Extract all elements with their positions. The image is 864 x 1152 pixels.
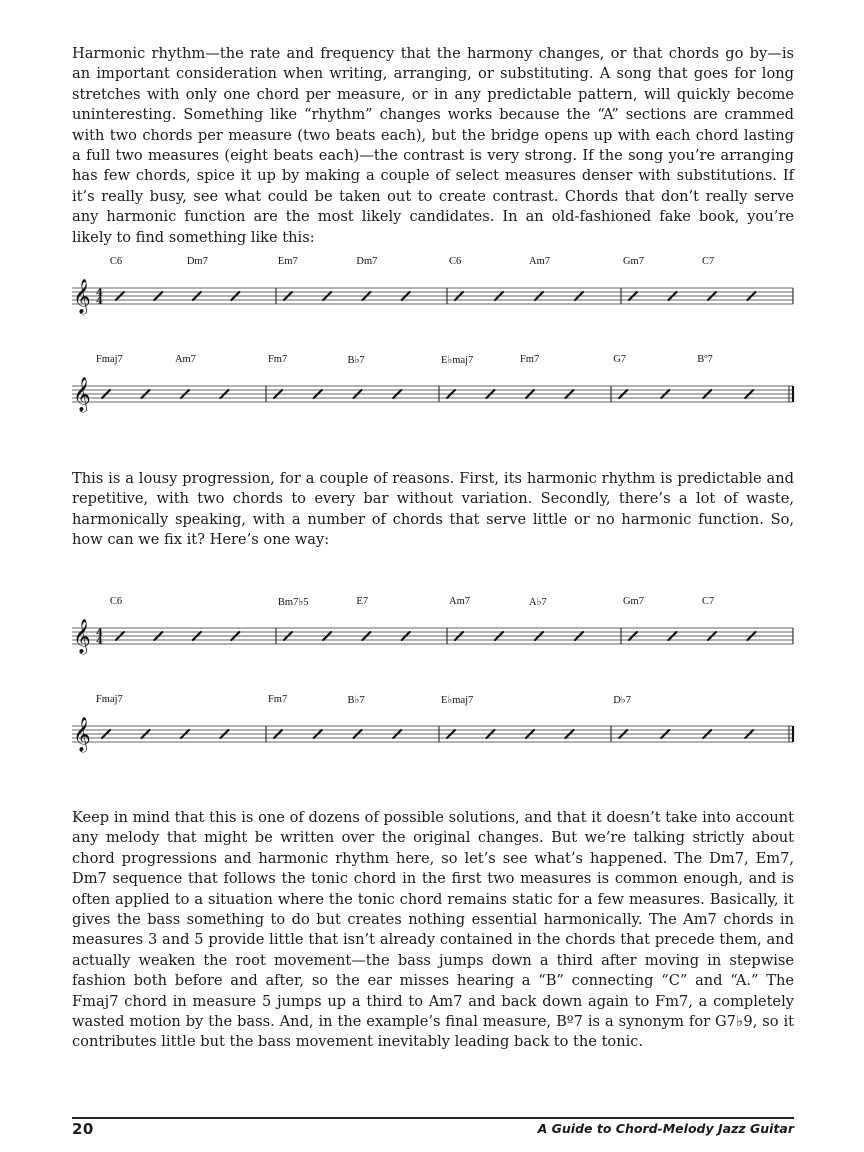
chord-symbol: C6: [109, 256, 123, 267]
chord-symbol: A♭7: [529, 597, 547, 608]
closing-paragraph: Keep in mind that this is one of dozens of possible solutions, and that it doesn’t take into account any melody that might be written over the original changes. But we’re talking strictly about chord progressions and harmonic rhythm here, so let’s see what’s happened. The Dm7, Em7, Dm7 sequence that follows the tonic chord in the first two measures is common enough, and is often applied to a situation where the tonic chord remains static for a few measures. Basically, it gives the bass something to do but creates nothing essential harmonically. The Am7 chords in measures 3 and 5 provide little that isn’t already contained in the chords that precede them, and actually weaken the root movement—the bass jumps down a third after moving in stepwise fashion both before and after, so the ear misses hearing a “B” connecting “C” and “A.” The Fmaj7 chord in measure 5 jumps up a third to Am7 and back down again to Fm7, a completely wasted motion by the bass. And, in the example’s final measure, Bº7 is a synonym for G7♭9, so it contributes little but the bass movement inevitably leading back to the tonic.: [72, 809, 794, 1051]
intro-paragraph: Harmonic rhythm—the rate and frequency that the harmony changes, or that chords go by—is an important consideration when writing, arranging, or substituting. A song that goes for long stretches with only one chord per measure, or in any predictable pattern, will quickly become uninteresting. Something like “rhythm” changes works because the “A” sections are crammed with two chords per measure (two beats each), but the bridge opens up with each chord lasting a full two measures (eight beats each)—the contrast is very strong. If the song you’re arranging has few chords, spice it up by making a couple of select measures denser with substitutions. If it’s really busy, see what could be taken out to create contrast. Chords that don’t really serve any harmonic function are the most likely candidates. In an old-fashioned fake book, you’re likely to find something like this:: [72, 45, 794, 246]
chord-symbol: Bº7: [697, 354, 713, 365]
staff-svg: [60, 252, 800, 342]
chord-symbol: Fmaj7: [95, 354, 123, 365]
chord-symbol: Dm7: [186, 256, 208, 267]
chord-symbol: B♭7: [347, 695, 365, 706]
chord-symbol: C6: [449, 256, 462, 267]
staff-system-4: [60, 690, 800, 780]
chord-symbol: E♭maj7: [440, 355, 474, 366]
chord-symbol: C7: [701, 256, 715, 267]
staff-system-1: [60, 252, 800, 342]
time-signature-top: 4: [96, 288, 103, 299]
middle-paragraph: This is a lousy progression, for a couple of reasons. First, its harmonic rhythm is predictable and repetitive, with two chords to every bar without variation. Secondly, there’s a lot of waste, harmonically speaking, with a number of chords that serve little or no harmonic function. So, how can we fix it? Here’s one way:: [72, 470, 794, 549]
treble-clef-icon: 𝄞: [73, 717, 91, 752]
staff-system-3: [60, 592, 800, 682]
chord-symbol: Fm7: [519, 354, 540, 365]
chord-symbol: Fm7: [267, 694, 288, 705]
chord-symbol: C7: [701, 596, 715, 607]
chord-symbol: B♭7: [347, 355, 365, 366]
treble-clef-icon: 𝄞: [73, 377, 91, 412]
staff-system-2: [60, 350, 800, 440]
time-signature-bottom: 4: [96, 636, 103, 647]
chord-symbol: Gm7: [622, 596, 644, 607]
treble-clef-icon: 𝄞: [73, 279, 91, 314]
chord-symbol: Fm7: [267, 354, 288, 365]
book-title: A Guide to Chord-Melody Jazz Guitar: [537, 1121, 794, 1136]
chord-symbol: Em7: [277, 256, 298, 267]
chord-symbol: C6: [109, 596, 123, 607]
page-number: 20: [72, 1120, 94, 1138]
chord-symbol: D♭7: [613, 695, 631, 706]
time-signature-top: 4: [96, 628, 103, 639]
chord-symbol: G7: [613, 354, 627, 365]
footer-rule: [72, 1117, 794, 1119]
staff-svg: [60, 350, 800, 440]
time-signature-bottom: 4: [96, 296, 103, 307]
chord-symbol: Am7: [449, 596, 470, 607]
chord-symbol: Gm7: [622, 256, 644, 267]
staff-svg: [60, 592, 800, 682]
staff-svg: [60, 690, 800, 780]
chord-symbol: Fmaj7: [95, 694, 123, 705]
chord-symbol: E♭maj7: [440, 695, 474, 706]
chord-symbol: Dm7: [356, 256, 378, 267]
chord-symbol: Am7: [529, 256, 550, 267]
chord-symbol: Bm7♭5: [277, 597, 309, 608]
treble-clef-icon: 𝄞: [73, 619, 91, 654]
chord-symbol: E7: [356, 596, 369, 607]
chord-symbol: Am7: [174, 354, 196, 365]
